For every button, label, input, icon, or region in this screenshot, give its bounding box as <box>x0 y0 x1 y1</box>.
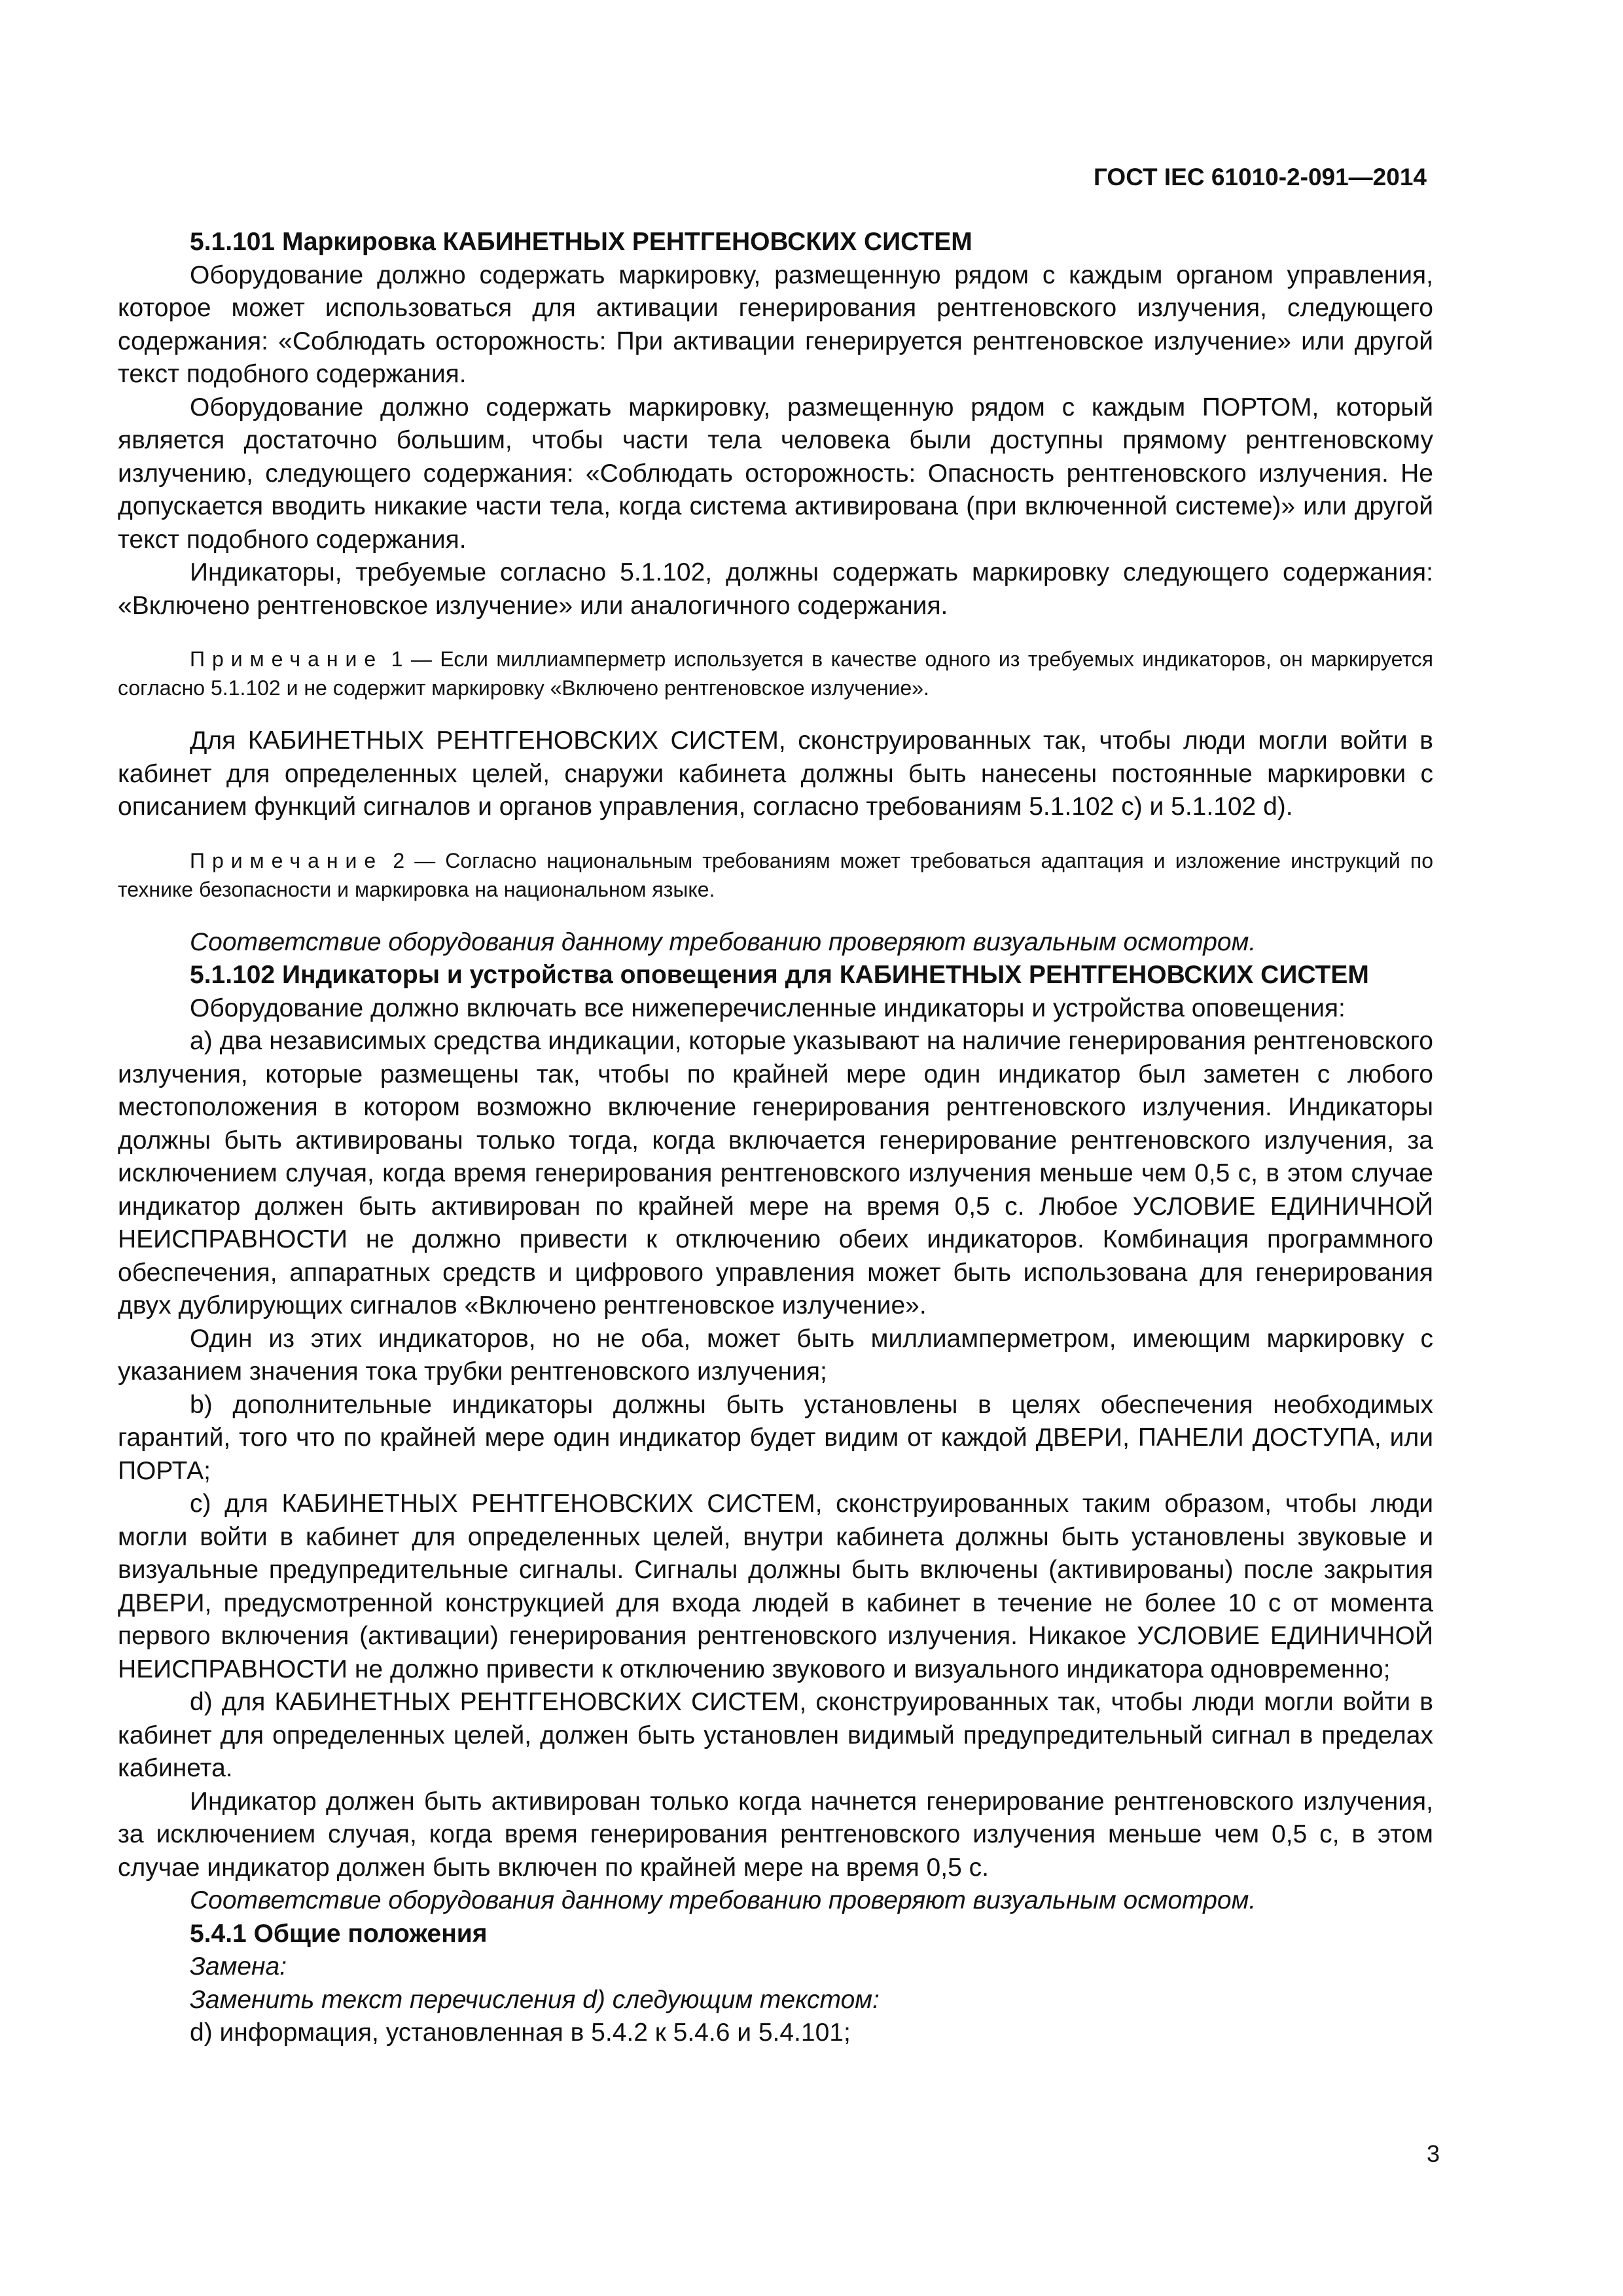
section-heading-5-1-102: 5.1.102 Индикаторы и устройства оповещения для КАБИНЕТНЫХ РЕНТГЕНОВСКИХ СИСТЕМ <box>190 961 1369 989</box>
note-label: Примечание <box>190 647 383 671</box>
section-heading-5-4-1: 5.4.1 Общие положения <box>190 1919 488 1948</box>
note-1 <box>118 645 1433 702</box>
section-heading-5-1-101: 5.1.101 Маркировка КАБИНЕТНЫХ РЕНТГЕНОВСКИХ СИСТЕМ <box>190 228 972 256</box>
note-text: 1 — Если миллиамперметр используется в качестве одного из требуемых индикаторов, он маркируется согласно 5.1.102 и не содержит маркировку «Включено рентгеновское излучение». <box>118 647 1434 700</box>
replacement-instruction: Заменить текст перечисления d) следующим текстом: <box>190 1985 880 2014</box>
list-item-d-replacement: d) информация, установленная в 5.4.2 к 5.4.6 и 5.4.101; <box>190 2018 851 2047</box>
list-item-b: b) дополнительные индикаторы должны быть установлены в целях обеспечения необходимых гарантий, того что по крайней мере один индикатор будет видим от каждой ДВЕРИ, ПАНЕЛИ ДОСТУПА, или ПОРТА; <box>118 1390 1433 1485</box>
document-body <box>118 226 1433 2050</box>
paragraph: Индикаторы, требуемые согласно 5.1.102, должны содержать маркировку следующего содержания: «Включено рентгеновское излучение» или аналогичного содержания. <box>118 558 1433 620</box>
replacement-label: Замена: <box>190 1952 287 1981</box>
note-2 <box>118 846 1433 904</box>
list-item-a: а) два независимых средства индикации, которые указывают на наличие генерирования рентгеновского излучения, которые размещены так, чтобы по крайней мере один индикатор был заметен с любого местоположения в котором возможно включение генерирования рентгеновского излучения. Индикаторы должны быть активированы только тогда, когда включается генерирование рентгеновского излучения, за исключением случая, когда время генерирования рентгеновского излучения меньше чем 0,5 с, в этом случае индикатор должен быть активирован по крайней мере на время 0,5 с. Любое УСЛОВИЕ ЕДИНИЧНОЙ НЕИСПРАВНОСТИ не должно привести к отключению обеих индикаторов. Комбинация программного обеспечения, аппаратных средств и цифрового управления может быть использована для генерирования двух дублирующих сигналов «Включено рентгеновское излучение». <box>118 1027 1433 1319</box>
paragraph: Для КАБИНЕТНЫХ РЕНТГЕНОВСКИХ СИСТЕМ, сконструированных так, чтобы люди могли войти в кабинет для определенных целей, снаружи кабинета должны быть нанесены постоянные маркировки с описанием функций сигналов и органов управления, согласно требованиям 5.1.102 с) и 5.1.102 d). <box>118 726 1433 821</box>
document-header-standard-id: ГОСТ IEC 61010-2-091—2014 <box>1093 164 1427 190</box>
paragraph: Оборудование должно содержать маркировку, размещенную рядом с каждым органом управления, которое может использоваться для активации генерирования рентгеновского излучения, следующего содержания: «Соблюдать осторожность: При активации генерируется рентгеновское излучение» или другой текст подобного содержания. <box>118 260 1433 388</box>
compliance-statement: Соответствие оборудования данному требованию проверяют визуальным осмотром. <box>190 927 1257 956</box>
note-label: Примечание <box>190 848 383 872</box>
paragraph: Один из этих индикаторов, но не оба, может быть миллиамперметром, имеющим маркировку с указанием значения тока трубки рентгеновского излучения; <box>118 1324 1433 1386</box>
note-text: 2 — Согласно национальным требованиям может требоваться адаптация и изложение инструкций по технике безопасности и маркировка на национальном языке. <box>118 848 1434 901</box>
paragraph: Оборудование должно содержать маркировку, размещенную рядом с каждым ПОРТОМ, который является достаточно большим, чтобы части тела человека были доступны прямому рентгеновскому излучению, следующего содержания: «Соблюдать осторожность: Опасность рентгеновского излучения. Не допускается вводить никакие части тела, когда система активирована (при включенной системе)» или другой текст подобного содержания. <box>118 393 1433 554</box>
page-number: 3 <box>1426 2140 1440 2167</box>
paragraph: Оборудование должно включать все нижеперечисленные индикаторы и устройства оповещения: <box>190 994 1346 1022</box>
compliance-statement: Соответствие оборудования данному требованию проверяют визуальным осмотром. <box>190 1886 1257 1914</box>
list-item-c: с) для КАБИНЕТНЫХ РЕНТГЕНОВСКИХ СИСТЕМ, сконструированных таким образом, чтобы люди могли войти в кабинет для определенных целей, внутри кабинета должны быть установлены звуковые и визуальные предупредительные сигналы. Сигналы должны быть включены (активированы) после закрытия ДВЕРИ, предусмотренной конструкцией для входа людей в кабинет в течение не более 10 с от момента первого включения (активации) генерирования рентгеновского излучения. Никакое УСЛОВИЕ ЕДИНИЧНОЙ НЕИСПРАВНОСТИ не должно привести к отключению звукового и визуального индикатора одновременно; <box>118 1490 1433 1683</box>
list-item-d: d) для КАБИНЕТНЫХ РЕНТГЕНОВСКИХ СИСТЕМ, сконструированных так, чтобы люди могли войти в кабинет для определенных целей, должен быть установлен видимый предупредительный сигнал в пределах кабинета. <box>118 1688 1433 1782</box>
paragraph: Индикатор должен быть активирован только когда начнется генерирование рентгеновского излучения, за исключением случая, когда время генерирования рентгеновского излучения меньше чем 0,5 с, в этом случае индикатор должен быть включен по крайней мере на время 0,5 с. <box>118 1787 1433 1882</box>
